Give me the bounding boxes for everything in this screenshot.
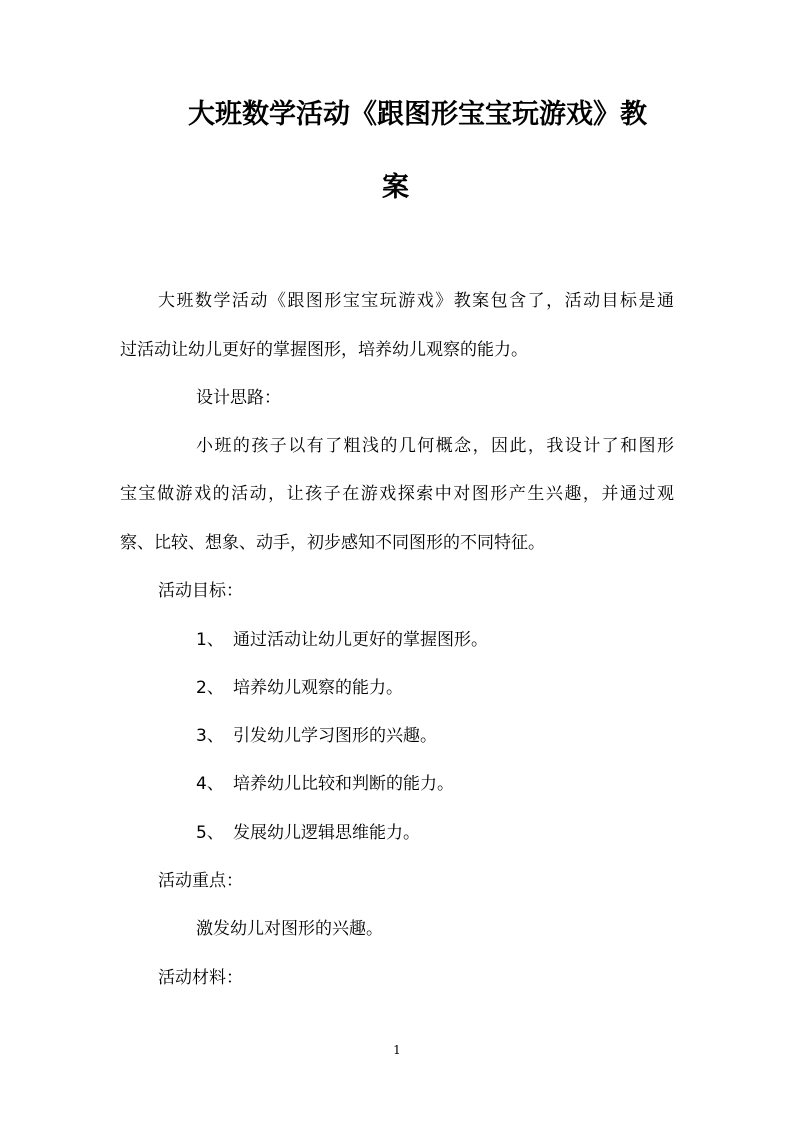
focus-heading: 活动重点： <box>158 871 243 891</box>
goal-item-2-text: 培养幼儿观察的能力。 <box>233 678 403 698</box>
intro-line-1-text: 大班数学活动《跟图形宝宝玩游戏》教案包含了，活动目标是通 <box>158 291 674 311</box>
design-paragraph-line-3: 察、比较、想象、动手，初步感知不同图形的不同特征。 <box>120 533 545 553</box>
materials-heading: 活动材料： <box>158 968 243 988</box>
focus-text: 激发幼儿对图形的兴趣。 <box>196 919 383 939</box>
goal-item-3-number: 3、 <box>196 726 224 746</box>
intro-paragraph-line-1 <box>158 289 674 313</box>
goal-item-3-text: 引发幼儿学习图形的兴趣。 <box>233 726 437 746</box>
goal-item-5-number: 5、 <box>196 823 224 843</box>
document-title-line-1: 大班数学活动《跟图形宝宝玩游戏》教 <box>188 99 647 130</box>
document-title-line-2: 案 <box>382 172 409 203</box>
goal-item-5-text: 发展幼儿逻辑思维能力。 <box>233 823 420 843</box>
design-paragraph-line-1 <box>196 434 674 458</box>
design-line-2-text: 宝宝做游戏的活动，让孩子在游戏探索中对图形产生兴趣，并通过观 <box>120 484 674 504</box>
goal-item-4-number: 4、 <box>196 774 224 794</box>
goals-heading: 活动目标： <box>158 581 243 601</box>
intro-paragraph-line-2: 过活动让幼儿更好的掌握图形，培养幼儿观察的能力。 <box>120 340 528 360</box>
design-line-1-text: 小班的孩子以有了粗浅的几何概念，因此，我设计了和图形 <box>196 436 674 456</box>
goal-item-1-text: 通过活动让幼儿更好的掌握图形。 <box>233 630 488 650</box>
goal-item-1-number: 1、 <box>196 630 224 650</box>
design-heading: 设计思路： <box>196 388 281 408</box>
page-number: 1 <box>393 1043 401 1057</box>
goal-item-2-number: 2、 <box>196 678 224 698</box>
goal-item-4-text: 培养幼儿比较和判断的能力。 <box>233 774 454 794</box>
design-paragraph-line-2 <box>120 482 674 506</box>
